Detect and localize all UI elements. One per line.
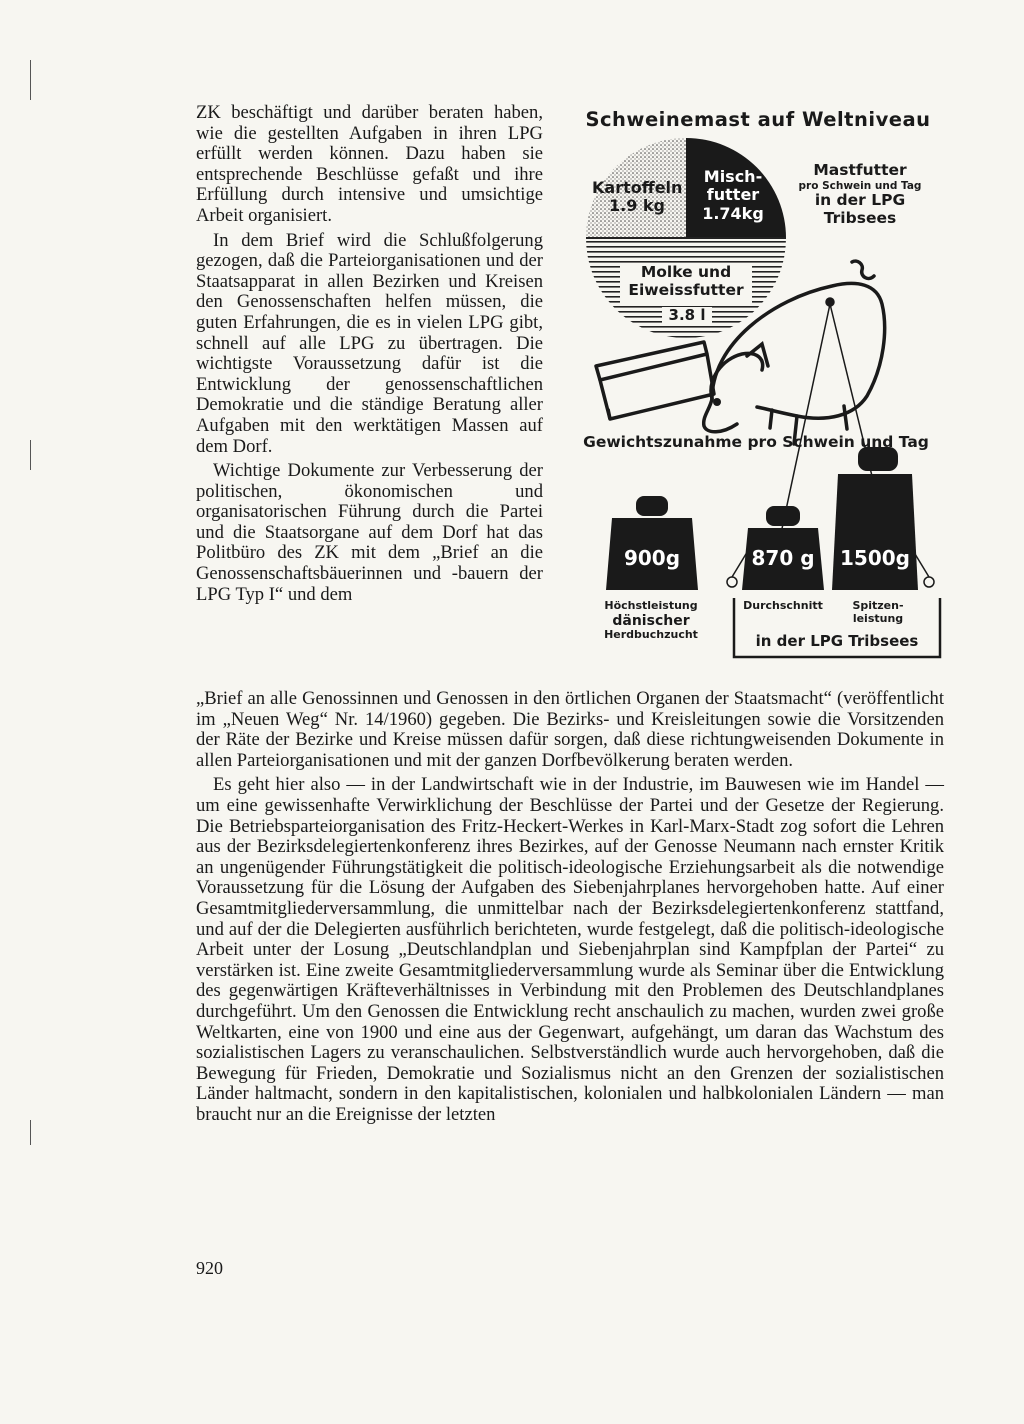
left-text-column bbox=[196, 103, 543, 605]
feed-molke-name-2: Eiweissfutter bbox=[628, 280, 744, 299]
feed-kartoffeln-name: Kartoffeln bbox=[592, 178, 683, 197]
feed-molke-name-1: Molke und bbox=[640, 263, 732, 281]
weight-danish-label-2: dänischer bbox=[612, 612, 690, 629]
feed-mischfutter-amount: 1.74kg bbox=[702, 203, 764, 223]
weight-danish-value: 900g bbox=[623, 546, 681, 570]
pig-feed-infographic bbox=[572, 104, 944, 664]
feed-molke-amount: 3.8 l bbox=[668, 306, 706, 324]
page-number: 920 bbox=[196, 1258, 223, 1278]
weight-danish-label-1: Höchstleistung bbox=[604, 599, 698, 612]
weight-peak-label-1: Spitzen- bbox=[852, 599, 904, 612]
weight-danish-label-3: Herdbuchzucht bbox=[604, 627, 698, 641]
feed-kartoffeln-amount: 1.9 kg bbox=[608, 196, 665, 216]
weight-average-value: 870 g bbox=[751, 546, 815, 570]
weight-peak-label-2: leistung bbox=[852, 611, 904, 625]
feed-mischfutter-name-2: futter bbox=[706, 185, 760, 205]
lpg-box-label: in der LPG Tribsees bbox=[755, 632, 919, 650]
weight-average-label: Durchschnitt bbox=[743, 599, 823, 612]
feed-heading: Mastfutter bbox=[813, 161, 907, 179]
margin-mark bbox=[30, 1120, 31, 1145]
paragraph-1: ZK beschäftigt und darüber beraten haben, wie die gestellten Aufgaben in ihren LPG erfüllt werden können. Dazu haben sie entsprechende Beschlüsse gefaßt und ihre Erfüllung durch intensive und umsichtige Arbeit organisiert. bbox=[196, 102, 543, 226]
weight-danish bbox=[606, 496, 698, 590]
infographic-title: Schweinemast auf Weltniveau bbox=[585, 108, 931, 131]
feed-sub: pro Schwein und Tag bbox=[798, 179, 922, 192]
paragraph-2: In dem Brief wird die Schlußfolgerung gezogen, daß die Parteiorganisationen und der Staatsapparat in allen Bezirken und Kreisen den Genossenschaften helfen müssen, die guten Erfahrungen, die es in vielen LPG gibt, schnell auf alle LPG zu übertragen. Die wichtigste Voraussetzung dafür ist die Entwicklung der genossenschaftlichen Demokratie und die ständige Beratung aller Aufgaben mit den werktätigen Massen auf dem Dorf. bbox=[196, 229, 543, 457]
paragraph-3: Wichtige Dokumente zur Verbesserung der politischen, ökonomischen und organisatorischen Führung durch die Partei und die Staatsorgane auf dem Dorf hat das Politbüro des ZK mit dem „Brief an die Genossenschaftsbäuerinnen und -bauern der LPG Typ I“ und dem bbox=[196, 460, 543, 605]
feed-mischfutter-name-1: Misch- bbox=[703, 167, 763, 186]
full-width-text bbox=[196, 689, 944, 1125]
margin-mark bbox=[30, 60, 31, 100]
feed-location-1: in der LPG bbox=[814, 190, 906, 209]
trough bbox=[596, 342, 714, 419]
margin-mark bbox=[30, 440, 31, 470]
weight-peak-value: 1500g bbox=[840, 546, 910, 570]
feed-location-2: Tribsees bbox=[823, 208, 897, 227]
paragraph-3-continued: „Brief an alle Genossinnen und Genossen in den örtlichen Organen der Staatsmacht“ (veröffentlicht im „Neuen Weg“ Nr. 14/1960) gegeben. Die Bezirks- und Kreisleitungen sowie die Vorsitzenden der Räte der Bezirke und Kreise müssen dafür sorgen, daß diese richtungweisenden Dokumente in allen Parteiorganisationen und mit der ganzen Dorfbevölkerung beraten werden. bbox=[196, 688, 944, 771]
gain-heading: Gewichtszunahme pro Schwein und Tag bbox=[583, 433, 929, 451]
paragraph-4: Es geht hier also — in der Landwirtschaft wie in der Industrie, im Bauwesen wie im Handel — um eine gewissenhafte Verwirklichung der Beschlüsse der Partei und der Gesetze der Regierung. Die Betriebsparteiorganisation des Fritz-Heckert-Werkes in Karl-Marx-Stadt zog sofort die Lehren aus der Bezirksdelegiertenkonferenz ihres Bezirkes, auf der Genosse Neumann nach ernster Kritik an ungenügender Führungstätigkeit die politisch-ideologische Erziehungsarbeit als die notwendige Voraussetzung für die Lösung der Aufgaben des Siebenjahrplanes hervorgehoben hatte. Auf einer Gesamtmitgliederversammlung, die unmittelbar nach der Bezirksdelegiertenkonferenz stattfand, und auf der die Delegierten ausführlich berichteten, wurde festgelegt, daß die politisch-ideologische Arbeit unter der Losung „Deutschlandplan und Siebenjahrplan sind Kampfplan der Partei“ zu verstärken ist. Eine zweite Gesamtmitgliederversammlung wurde als Seminar über die Entwicklung des gegenwärtigen Kräfteverhältnisses in Verbindung mit den Problemen des Deutschlandplanes durchgeführt. Um den Genossen die Entwicklung recht anschaulich zu machen, wurden zwei große Weltkarten, eine von 1900 und eine aus der Gegenwart, aufgehängt, um daran das Wachstum des sozialistischen Lagers zu veranschaulichen. Selbstverständlich wurde auch hervorgehoben, daß die Bewegung für Frieden, Demokratie und Sozialismus nicht an den Grenzen der sozialistischen Länder haltmacht, sondern in den kapitalistischen, kolonialen und halbkolonialen Ländern — man braucht nur an die Ereignisse der letzten bbox=[196, 774, 944, 1125]
